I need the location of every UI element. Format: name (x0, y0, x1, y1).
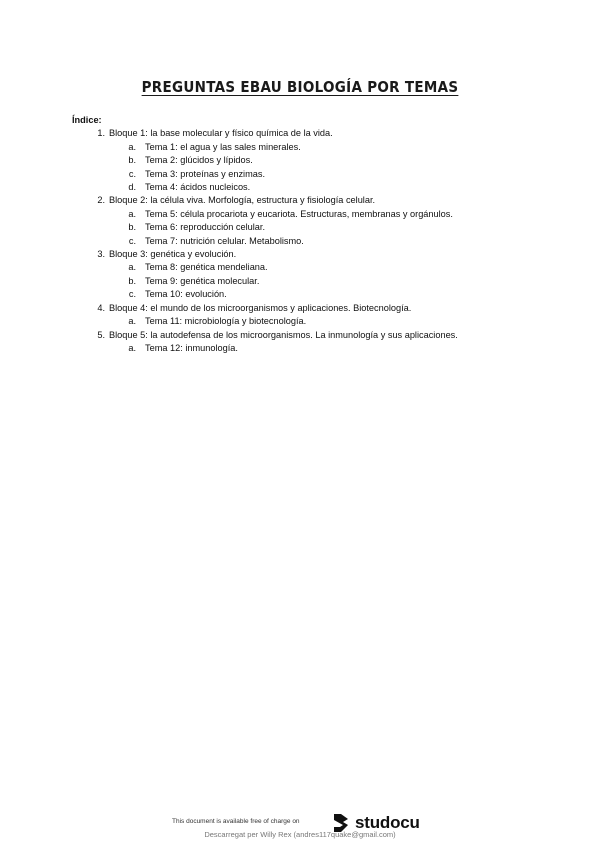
tema-text: Tema 12: inmunología. (145, 342, 238, 353)
bloque-item (72, 127, 458, 140)
tema-text: Tema 7: nutrición celular. Metabolismo. (145, 235, 304, 246)
studocu-logo-text[interactable]: studocu (355, 813, 420, 832)
bloque-item (72, 248, 458, 261)
tema-letter: a. (128, 208, 136, 219)
bloque-item (72, 329, 458, 342)
tema-letter: a. (128, 342, 136, 353)
tema-item (72, 181, 458, 194)
tema-text: Tema 5: célula procariota y eucariota. Estructuras, membranas y orgánulos. (145, 208, 453, 219)
bloque-text: Bloque 1: la base molecular y físico química de la vida. (109, 128, 333, 139)
index-label: Índice: (72, 115, 102, 125)
tema-text: Tema 2: glúcidos y lípidos. (145, 155, 253, 166)
tema-item (72, 288, 458, 301)
tema-item (72, 315, 458, 328)
tema-text: Tema 9: genética molecular. (145, 275, 260, 286)
tema-item (72, 141, 458, 154)
tema-letter: c. (128, 235, 136, 246)
tema-letter: b. (128, 275, 136, 286)
bloque-number: 3. (97, 249, 105, 260)
tema-text: Tema 4: ácidos nucleicos. (145, 182, 251, 193)
tema-letter: c. (128, 289, 136, 300)
availability-note: This document is available free of charge on (172, 818, 300, 825)
tema-text: Tema 10: evolución. (145, 289, 227, 300)
tema-text: Tema 3: proteínas y enzimas. (145, 168, 266, 179)
bloque-number: 4. (97, 302, 105, 313)
tema-text: Tema 1: el agua y las sales minerales. (145, 141, 301, 152)
tema-item (72, 342, 458, 355)
bloque-number: 5. (97, 329, 105, 340)
tema-item (72, 261, 458, 274)
bloque-number: 2. (97, 195, 105, 206)
tema-letter: d. (128, 182, 136, 193)
tema-letter: b. (128, 222, 136, 233)
bloque-text: Bloque 5: la autodefensa de los microorganismos. La inmunología y sus aplicaciones. (109, 329, 458, 340)
tema-item (72, 235, 458, 248)
tema-text: Tema 6: reproducción celular. (145, 222, 266, 233)
bloque-text: Bloque 4: el mundo de los microorganismos y aplicaciones. Biotecnología. (109, 302, 412, 313)
tema-text: Tema 8: genética mendeliana. (145, 262, 268, 273)
tema-letter: a. (128, 262, 136, 273)
tema-item (72, 168, 458, 181)
tema-item (72, 221, 458, 234)
bloque-item (72, 302, 458, 315)
tema-item (72, 275, 458, 288)
tema-letter: a. (128, 141, 136, 152)
bloque-text: Bloque 2: la célula viva. Morfología, estructura y fisiología celular. (109, 195, 376, 206)
tema-letter: b. (128, 155, 136, 166)
tema-letter: c. (128, 168, 136, 179)
bloque-text: Bloque 3: genética y evolución. (109, 249, 237, 260)
tema-item (72, 154, 458, 167)
tema-text: Tema 11: microbiología y biotecnología. (145, 316, 307, 327)
tema-item (72, 208, 458, 221)
bloque-number: 1. (97, 128, 105, 139)
page-title: PREGUNTAS EBAU BIOLOGÍA POR TEMAS (141, 78, 459, 96)
table-of-contents (72, 114, 458, 355)
bloque-item (72, 194, 458, 207)
download-note: Descarregat per Willy Rex (andres117quake@gmail.com) (204, 830, 396, 839)
tema-letter: a. (128, 316, 136, 327)
